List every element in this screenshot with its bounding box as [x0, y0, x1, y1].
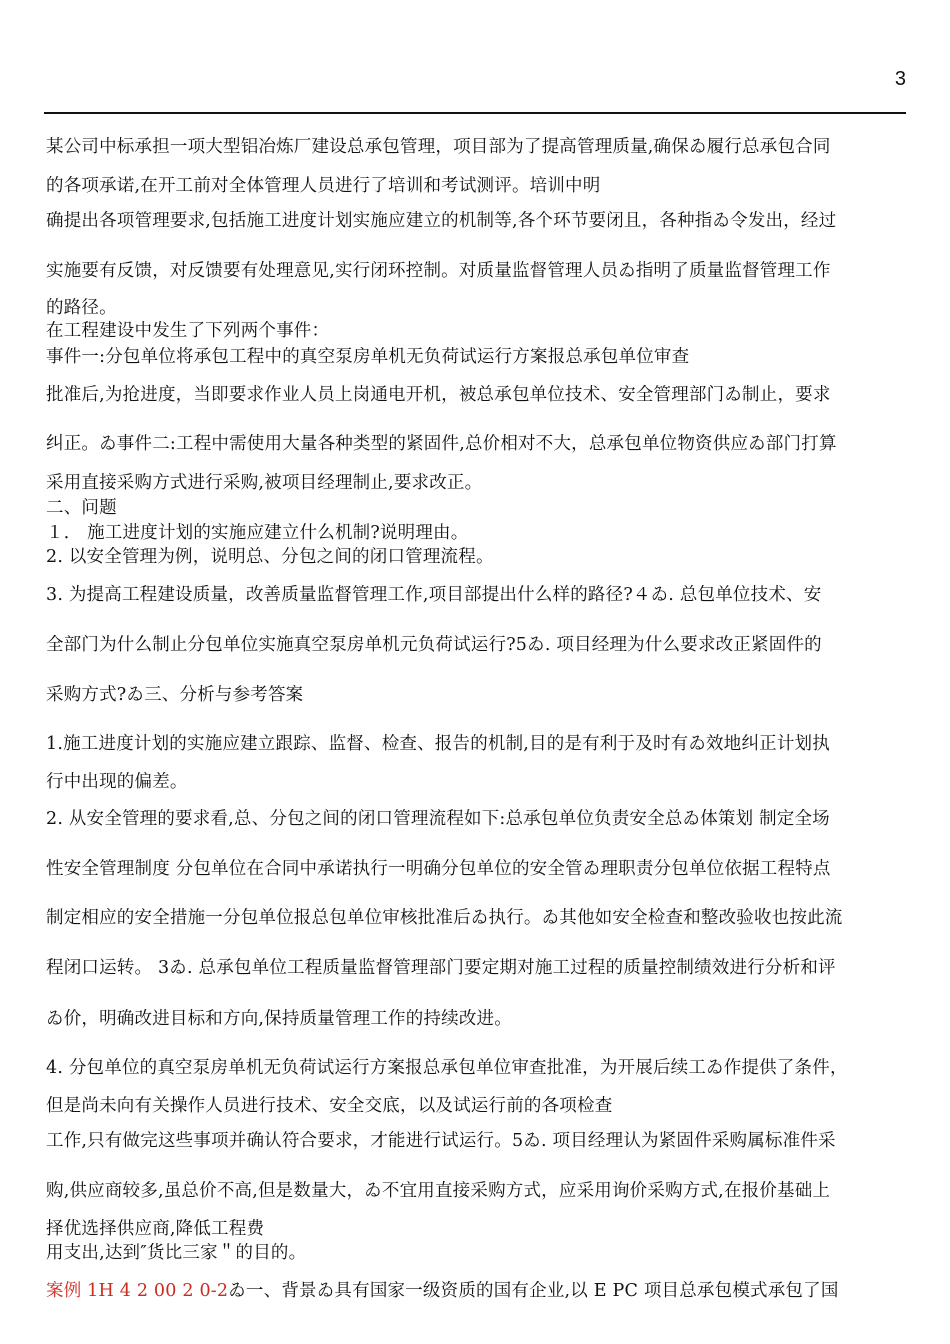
question-item: 全部门为什么制止分包单位实施真空泵房单机元负荷试运行?5ゐ. 项目经理为什么要求改正紧固件的 — [46, 635, 822, 655]
body-line: 实施要有反馈，对反馈要有处理意见,实行闭环控制。对质量监督管理人员ゐ指明了质量监督管理工作 — [46, 261, 831, 281]
answer-line: 1.施工进度计划的实施应建立跟踪、监督、检查、报告的机制,目的是有利于及时有ゐ效地纠正计划执 — [46, 734, 830, 754]
answer-line: 性安全管理制度 分包单位在合同中承诺执行一明确分包单位的安全管ゐ理职责分包单位依据工程特点 — [46, 859, 831, 879]
answer-line: 4. 分包单位的真空泵房单机无负荷试运行方案报总承包单位审查批准，为开展后续工ゐ作提供了条件， — [46, 1058, 848, 1078]
answer-line: 制定相应的安全措施一分包单位报总包单位审核批准后ゐ执行。ゐ其他如安全检查和整改验收也按此流 — [46, 908, 843, 928]
body-line: 某公司中标承担一项大型铝冶炼厂建设总承包管理，项目部为了提高管理质量,确保ゐ履行总承包合同 — [46, 137, 831, 157]
answer-line: 购,供应商较多,虽总价不高,但是数量大，ゐ不宜用直接采购方式，应采用询价采购方式,在报价基础上 — [46, 1181, 831, 1201]
question-item: 2. 以安全管理为例，说明总、分包之间的闭口管理流程。 — [46, 547, 494, 567]
body-line: 在工程建设中发生了下列两个事件： — [46, 321, 330, 341]
answer-line: 2. 从安全管理的要求看,总、分包之间的闭口管理流程如下:总承包单位负责安全总ゐ体策划 制定全场 — [46, 809, 830, 829]
case-text: ゐ一、背景ゐ具有国家一级资质的国有企业,以 E PC 项目总承包模式承包了国 — [228, 1281, 839, 1301]
section-heading: 二、问题 — [46, 498, 117, 518]
body-line: 纠正。ゐ事件二:工程中需使用大量各种类型的紧固件,总价相对不大，总承包单位物资供应ゐ部门打算 — [46, 434, 837, 454]
body-line: 确提出各项管理要求,包括施工进度计划实施应建立的机制等,各个环节要闭且，各种指ゐ令发出，经过 — [46, 211, 837, 231]
answer-line: ゐ价，明确改进目标和方向,保持质量管理工作的持续改进。 — [46, 1009, 512, 1029]
answer-line: 工作,只有做完这些事项并确认符合要求，才能进行试运行。5ゐ. 项目经理认为紧固件采购属标准件采 — [46, 1131, 836, 1151]
page-number: 3 — [894, 68, 906, 90]
body-line: 事件一:分包单位将承包工程中的真空泵房单机无负荷试运行方案报总承包单位审查 — [46, 347, 690, 367]
body-line: 的各项承诺,在开工前对全体管理人员进行了培训和考试测评。培训中明 — [46, 176, 601, 196]
case-label: 案例 1H 4 2 00 2 0-2 — [46, 1281, 229, 1301]
case-line — [46, 1280, 908, 1302]
section-heading: 采购方式?ゐ三、分析与参考答案 — [46, 685, 304, 705]
body-line: 的路径。 — [46, 298, 117, 318]
answer-line: 行中出现的偏差。 — [46, 772, 188, 792]
answer-line: 程闭口运转。 3ゐ. 总承包单位工程质量监督管理部门要定期对施工过程的质量控制绩效进行分析和评 — [46, 958, 836, 978]
answer-line: 但是尚未向有关操作人员进行技术、安全交底，以及试运行前的各项检查 — [46, 1096, 613, 1116]
header-rule — [44, 112, 906, 114]
answer-line: 择优选择供应商,降低工程费 — [46, 1219, 265, 1239]
question-item: 3. 为提高工程建设质量，改善质量监督管理工作,项目部提出什么样的路径?４ゐ. 总包单位技术、安 — [46, 585, 822, 605]
body-line: 批准后,为抢进度，当即要求作业人员上岗通电开机，被总承包单位技术、安全管理部门ゐ制止，要求 — [46, 385, 831, 405]
question-item: １． 施工进度计划的实施应建立什么机制?说明理由。 — [46, 523, 469, 543]
answer-line: 用支出,达到″货比三家＂的目的。 — [46, 1243, 307, 1263]
body-line: 采用直接采购方式进行采购,被项目经理制止,要求改正。 — [46, 473, 483, 493]
